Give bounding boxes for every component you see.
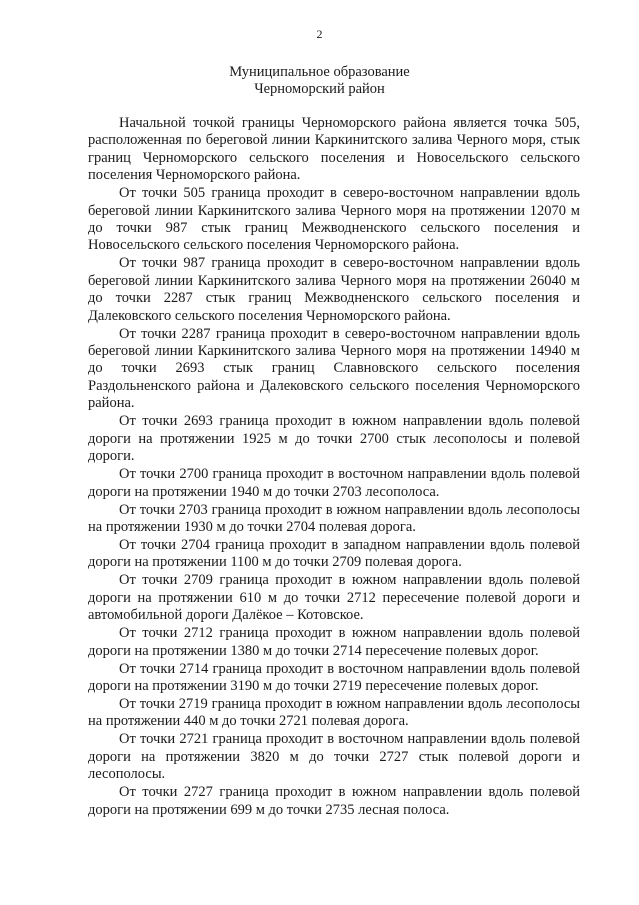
document-body: [88, 115, 580, 819]
paragraph: От точки 2719 граница проходит в южном направлении вдоль лесополосы на протяжении 440 м до точки 2721 полевая дорога.: [88, 695, 580, 730]
paragraph: От точки 987 граница проходит в северо-восточном направлении вдоль береговой линии Каркинитского залива Черного моря на протяжении 26040 м до точки 2287 стык границ Межводненского сельского поселения и Далековского сельского поселения Черноморского района.: [88, 255, 580, 324]
paragraph: От точки 2709 граница проходит в южном направлении вдоль полевой дороги на протяжении 610 м до точки 2712 пересечение полевой дороги и автомобильной дороги Далёкое – Котовское.: [88, 572, 580, 624]
paragraph: От точки 505 граница проходит в северо-восточном направлении вдоль береговой линии Каркинитского залива Черного моря на протяжении 12070 м до точки 987 стык границ Межводненского сельского поселения и Новосельского сельского поселения Черноморского района.: [88, 185, 580, 254]
paragraph-start-point: Начальной точкой границы Черноморского района является точка 505, расположенная по береговой линии Каркинитского залива Черного моря, стык границ Черноморского сельского поселения и Новосельского сельского поселения Черноморского района.: [88, 115, 580, 184]
paragraph: От точки 2287 граница проходит в северо-восточном направлении вдоль береговой линии Каркинитского залива Черного моря на протяжении 14940 м до точки 2693 стык границ Славновского сельского поселения Раздольненского района и Далековского сельского поселения Черноморского района.: [88, 325, 580, 412]
paragraph: От точки 2704 граница проходит в западном направлении вдоль полевой дороги на протяжении 1100 м до точки 2709 полевая дорога.: [88, 536, 580, 571]
paragraph: От точки 2712 граница проходит в южном направлении вдоль полевой дороги на протяжении 1380 м до точки 2714 пересечение полевых дорог.: [88, 625, 580, 659]
paragraph: От точки 2700 граница проходит в восточном направлении вдоль полевой дороги на протяжении 1940 м до точки 2703 лесополоса.: [88, 466, 580, 500]
paragraph: От точки 2714 граница проходит в восточном направлении вдоль полевой дороги на протяжении 3190 м до точки 2719 пересечение полевых дорог.: [88, 660, 580, 694]
page-number: 2: [316, 27, 323, 41]
heading-line-municipality: Муниципальное образование: [229, 64, 410, 80]
paragraph: От точки 2727 граница проходит в южном направлении вдоль полевой дороги на протяжении 699 м до точки 2735 лесная полоса.: [88, 784, 580, 818]
document-heading: [0, 64, 639, 98]
paragraph: От точки 2721 граница проходит в восточном направлении вдоль полевой дороги на протяжении 3820 м до точки 2727 стык полевой дороги и лесополосы.: [88, 731, 580, 783]
heading-line-district: Черноморский район: [254, 81, 385, 97]
paragraph: От точки 2693 граница проходит в южном направлении вдоль полевой дороги на протяжении 1925 м до точки 2700 стык лесополосы и полевой дороги.: [88, 413, 580, 465]
paragraph: От точки 2703 граница проходит в южном направлении вдоль лесополосы на протяжении 1930 м до точки 2704 полевая дорога.: [88, 501, 580, 535]
